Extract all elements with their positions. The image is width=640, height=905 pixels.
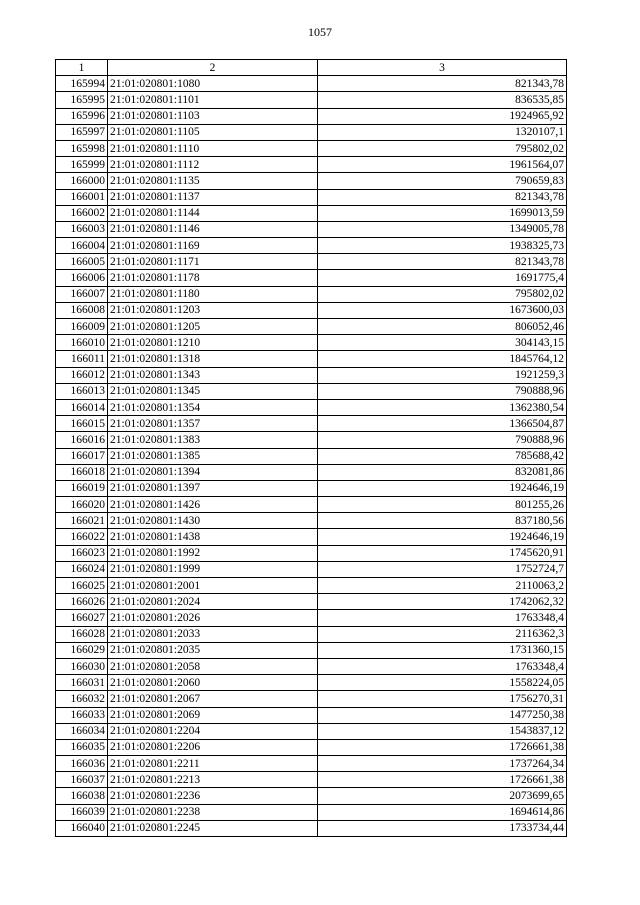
row-number: 166013 <box>56 383 108 399</box>
table-row <box>56 140 567 156</box>
cadastral-number: 21:01:020801:2001 <box>108 578 318 594</box>
table-row <box>56 319 567 335</box>
cadastral-value: 795802,02 <box>318 286 567 302</box>
cadastral-number: 21:01:020801:1169 <box>108 238 318 254</box>
row-number: 166014 <box>56 399 108 415</box>
row-number: 165998 <box>56 140 108 156</box>
row-number: 166035 <box>56 739 108 755</box>
cadastral-number: 21:01:020801:1383 <box>108 432 318 448</box>
table-row <box>56 480 567 496</box>
cadastral-value: 2073699,65 <box>318 788 567 804</box>
row-number: 166026 <box>56 594 108 610</box>
cadastral-number: 21:01:020801:2035 <box>108 642 318 658</box>
row-number: 166030 <box>56 658 108 674</box>
cadastral-number: 21:01:020801:1103 <box>108 108 318 124</box>
cadastral-value: 1737264,34 <box>318 756 567 772</box>
cadastral-value: 304143,15 <box>318 335 567 351</box>
row-number: 166031 <box>56 675 108 691</box>
table-row <box>56 578 567 594</box>
table-row <box>56 383 567 399</box>
table-row <box>56 416 567 432</box>
cadastral-number: 21:01:020801:1438 <box>108 529 318 545</box>
row-number: 166034 <box>56 723 108 739</box>
cadastral-value: 1961564,07 <box>318 157 567 173</box>
table-row <box>56 92 567 108</box>
cadastral-number: 21:01:020801:2204 <box>108 723 318 739</box>
cadastral-value: 790659,83 <box>318 173 567 189</box>
cadastral-value: 790888,96 <box>318 432 567 448</box>
column-header-2: 2 <box>108 60 318 76</box>
column-header-1: 1 <box>56 60 108 76</box>
table-row <box>56 367 567 383</box>
cadastral-number: 21:01:020801:1180 <box>108 286 318 302</box>
row-number: 166002 <box>56 205 108 221</box>
row-number: 165995 <box>56 92 108 108</box>
cadastral-value: 821343,78 <box>318 189 567 205</box>
table-row <box>56 691 567 707</box>
row-number: 166008 <box>56 302 108 318</box>
row-number: 166010 <box>56 335 108 351</box>
row-number: 166017 <box>56 448 108 464</box>
cadastral-value: 836535,85 <box>318 92 567 108</box>
row-number: 166009 <box>56 319 108 335</box>
table-row <box>56 594 567 610</box>
cadastral-number: 21:01:020801:1137 <box>108 189 318 205</box>
table-row <box>56 270 567 286</box>
cadastral-value: 1691775,4 <box>318 270 567 286</box>
row-number: 165996 <box>56 108 108 124</box>
cadastral-value: 785688,42 <box>318 448 567 464</box>
cadastral-value: 832081,86 <box>318 464 567 480</box>
cadastral-value: 1733734,44 <box>318 820 567 836</box>
cadastral-value: 1673600,03 <box>318 302 567 318</box>
table-row <box>56 108 567 124</box>
row-number: 166025 <box>56 578 108 594</box>
cadastral-number: 21:01:020801:1318 <box>108 351 318 367</box>
row-number: 166039 <box>56 804 108 820</box>
cadastral-number: 21:01:020801:2024 <box>108 594 318 610</box>
table-row <box>56 157 567 173</box>
row-number: 165999 <box>56 157 108 173</box>
table-row <box>56 561 567 577</box>
row-number: 166007 <box>56 286 108 302</box>
table-body <box>56 76 567 837</box>
row-number: 166001 <box>56 189 108 205</box>
cadastral-value: 1726661,38 <box>318 739 567 755</box>
cadastral-value: 1763348,4 <box>318 658 567 674</box>
cadastral-value: 1362380,54 <box>318 399 567 415</box>
cadastral-number: 21:01:020801:2067 <box>108 691 318 707</box>
cadastral-number: 21:01:020801:1110 <box>108 140 318 156</box>
row-number: 166024 <box>56 561 108 577</box>
cadastral-number: 21:01:020801:1999 <box>108 561 318 577</box>
cadastral-value: 1366504,87 <box>318 416 567 432</box>
table-row <box>56 351 567 367</box>
table-row <box>56 804 567 820</box>
row-number: 166012 <box>56 367 108 383</box>
row-number: 166021 <box>56 513 108 529</box>
cadastral-value: 1924646,19 <box>318 480 567 496</box>
cadastral-number: 21:01:020801:1205 <box>108 319 318 335</box>
table-row <box>56 124 567 140</box>
cadastral-number: 21:01:020801:1135 <box>108 173 318 189</box>
table-row <box>56 335 567 351</box>
table-row <box>56 610 567 626</box>
cadastral-value: 1752724,7 <box>318 561 567 577</box>
cadastral-value: 821343,78 <box>318 76 567 92</box>
cadastral-number: 21:01:020801:2238 <box>108 804 318 820</box>
cadastral-number: 21:01:020801:1343 <box>108 367 318 383</box>
cadastral-value: 1745620,91 <box>318 545 567 561</box>
row-number: 166003 <box>56 221 108 237</box>
cadastral-value: 1477250,38 <box>318 707 567 723</box>
cadastral-number: 21:01:020801:2058 <box>108 658 318 674</box>
cadastral-value: 1924965,92 <box>318 108 567 124</box>
row-number: 166036 <box>56 756 108 772</box>
cadastral-number: 21:01:020801:1210 <box>108 335 318 351</box>
table-row <box>56 772 567 788</box>
cadastral-number: 21:01:020801:2206 <box>108 739 318 755</box>
table-row <box>56 302 567 318</box>
table-row <box>56 286 567 302</box>
cadastral-value: 1320107,1 <box>318 124 567 140</box>
table-row <box>56 448 567 464</box>
table-row <box>56 788 567 804</box>
row-number: 166040 <box>56 820 108 836</box>
cadastral-value: 806052,46 <box>318 319 567 335</box>
row-number: 166000 <box>56 173 108 189</box>
cadastral-number: 21:01:020801:2211 <box>108 756 318 772</box>
table-row <box>56 76 567 92</box>
cadastral-value: 2116362,3 <box>318 626 567 642</box>
cadastral-number: 21:01:020801:2213 <box>108 772 318 788</box>
cadastral-number: 21:01:020801:2069 <box>108 707 318 723</box>
row-number: 166022 <box>56 529 108 545</box>
table-row <box>56 173 567 189</box>
row-number: 166006 <box>56 270 108 286</box>
cadastral-number: 21:01:020801:1345 <box>108 383 318 399</box>
row-number: 166028 <box>56 626 108 642</box>
cadastral-value: 1349005,78 <box>318 221 567 237</box>
row-number: 165994 <box>56 76 108 92</box>
cadastral-value: 1699013,59 <box>318 205 567 221</box>
table-row <box>56 189 567 205</box>
row-number: 166038 <box>56 788 108 804</box>
cadastral-number: 21:01:020801:1146 <box>108 221 318 237</box>
row-number: 166011 <box>56 351 108 367</box>
row-number: 166032 <box>56 691 108 707</box>
table-row <box>56 820 567 836</box>
cadastral-number: 21:01:020801:1144 <box>108 205 318 221</box>
table-row <box>56 545 567 561</box>
cadastral-value: 1742062,32 <box>318 594 567 610</box>
cadastral-number: 21:01:020801:1426 <box>108 497 318 513</box>
row-number: 166033 <box>56 707 108 723</box>
cadastral-value: 821343,78 <box>318 254 567 270</box>
cadastral-value: 837180,56 <box>318 513 567 529</box>
row-number: 166020 <box>56 497 108 513</box>
table-row <box>56 642 567 658</box>
cadastral-value: 1938325,73 <box>318 238 567 254</box>
table-row <box>56 238 567 254</box>
cadastral-value: 1845764,12 <box>318 351 567 367</box>
cadastral-number: 21:01:020801:1354 <box>108 399 318 415</box>
cadastral-number: 21:01:020801:1397 <box>108 480 318 496</box>
table-row <box>56 529 567 545</box>
table-row <box>56 739 567 755</box>
cadastral-number: 21:01:020801:1430 <box>108 513 318 529</box>
table-row <box>56 399 567 415</box>
table-row <box>56 464 567 480</box>
table-row <box>56 205 567 221</box>
cadastral-value: 1756270,31 <box>318 691 567 707</box>
row-number: 166023 <box>56 545 108 561</box>
row-number: 166029 <box>56 642 108 658</box>
row-number: 166027 <box>56 610 108 626</box>
cadastral-value: 2110063,2 <box>318 578 567 594</box>
row-number: 166016 <box>56 432 108 448</box>
row-number: 166015 <box>56 416 108 432</box>
cadastral-number: 21:01:020801:1105 <box>108 124 318 140</box>
cadastral-value: 1543837,12 <box>318 723 567 739</box>
table-row <box>56 723 567 739</box>
cadastral-number: 21:01:020801:1112 <box>108 157 318 173</box>
page-number: 1057 <box>308 25 332 39</box>
cadastral-value: 1921259,3 <box>318 367 567 383</box>
cadastral-value: 795802,02 <box>318 140 567 156</box>
cadastral-number: 21:01:020801:1992 <box>108 545 318 561</box>
table-header-row <box>56 60 567 76</box>
table-row <box>56 756 567 772</box>
cadastral-number: 21:01:020801:1178 <box>108 270 318 286</box>
cadastral-value: 1694614,86 <box>318 804 567 820</box>
cadastral-number: 21:01:020801:1101 <box>108 92 318 108</box>
cadastral-number: 21:01:020801:1394 <box>108 464 318 480</box>
row-number: 166019 <box>56 480 108 496</box>
column-header-3: 3 <box>318 60 567 76</box>
table-row <box>56 658 567 674</box>
table-row <box>56 221 567 237</box>
row-number: 166004 <box>56 238 108 254</box>
cadastral-value: 1558224,05 <box>318 675 567 691</box>
cadastral-number: 21:01:020801:2026 <box>108 610 318 626</box>
table-row <box>56 497 567 513</box>
cadastral-value: 801255,26 <box>318 497 567 513</box>
cadastral-number: 21:01:020801:2245 <box>108 820 318 836</box>
cadastral-value: 1924646,19 <box>318 529 567 545</box>
cadastral-number: 21:01:020801:1385 <box>108 448 318 464</box>
table-row <box>56 675 567 691</box>
row-number: 166018 <box>56 464 108 480</box>
table-row <box>56 707 567 723</box>
table-row <box>56 513 567 529</box>
cadastral-number: 21:01:020801:1171 <box>108 254 318 270</box>
cadastral-number: 21:01:020801:2236 <box>108 788 318 804</box>
cadastral-value-table <box>55 59 567 837</box>
table-row <box>56 626 567 642</box>
cadastral-number: 21:01:020801:2060 <box>108 675 318 691</box>
row-number: 166037 <box>56 772 108 788</box>
cadastral-value: 1731360,15 <box>318 642 567 658</box>
cadastral-number: 21:01:020801:1203 <box>108 302 318 318</box>
row-number: 165997 <box>56 124 108 140</box>
cadastral-value: 1763348,4 <box>318 610 567 626</box>
cadastral-number: 21:01:020801:1357 <box>108 416 318 432</box>
cadastral-number: 21:01:020801:1080 <box>108 76 318 92</box>
cadastral-number: 21:01:020801:2033 <box>108 626 318 642</box>
table-row <box>56 432 567 448</box>
table-row <box>56 254 567 270</box>
row-number: 166005 <box>56 254 108 270</box>
cadastral-value: 790888,96 <box>318 383 567 399</box>
cadastral-value: 1726661,38 <box>318 772 567 788</box>
